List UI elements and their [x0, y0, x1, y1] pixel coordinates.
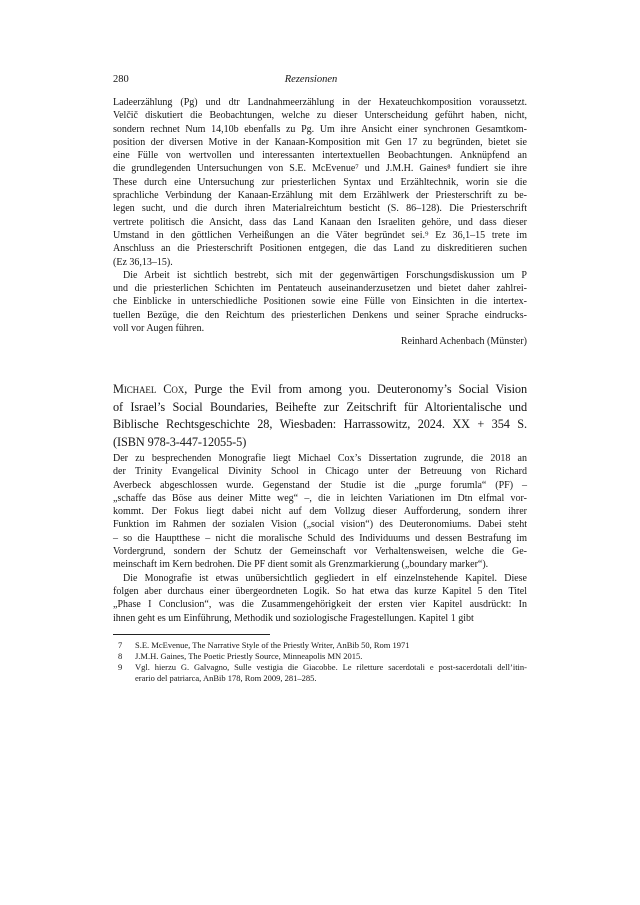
- footnotes: [113, 640, 527, 684]
- text-line: Ladeerzählung (Pg) und dtr Landnahmeerzählung in der Hexateuchkomposition voraussetzt.: [113, 97, 527, 108]
- footnote-item: [113, 651, 527, 662]
- review-1: [113, 96, 527, 349]
- footnote-number: 7: [118, 640, 123, 650]
- footnote-separator: [113, 634, 270, 635]
- text-line: Anschluss an die Priesterschrift Positionen entgegen, die das Land zu diskreditieren suchen: [113, 243, 527, 255]
- review-author: Michael Cox: [113, 382, 185, 396]
- review1-paragraph-2: [113, 269, 527, 335]
- text-line: S.E. McEvenue, The Narrative Style of the Priestly Writer, AnBib 50, Rom 1971: [135, 640, 410, 650]
- running-head: [113, 74, 527, 88]
- text-line: Der zu besprechenden Monografie liegt Michael Cox’s Dissertation zugrunde, die 2018 an: [113, 453, 527, 464]
- text-line: Vordergrund, sondern der Schutz der Gemeinschaft vor Verhaltensweisen, welche die Ge-: [113, 546, 527, 558]
- review2-heading-rest: [113, 399, 527, 452]
- text-line: die grundlegenden Untersuchungen von S.E. McEvenue⁷ und J.M.H. Gaines⁸ fundiert sie ihre: [113, 163, 527, 175]
- running-head-title: Rezensionen: [284, 74, 338, 85]
- text-line: tuellen Bezüge, die den Reichtum des priesterlichen Denkens und seiner Sprache eindrucks-: [113, 309, 527, 321]
- text-line: „Phase I Conclusion“, was die Zusammengehörigkeit der ersten vier Kapitel ausdrückt: In: [113, 599, 527, 611]
- text-line: Die Monografie ist etwas unübersichtlich gegliedert in elf einzelnstehende Kapitel. Diese: [123, 572, 527, 584]
- footnote-item: [113, 640, 527, 651]
- text-line: (Ez 36,13–15).: [113, 256, 173, 268]
- review2-paragraph-1: [113, 452, 527, 572]
- text-line: legen sucht, und die durch ihren Materialreichtum besticht (S. 86–128). Die Priesterschrift: [113, 203, 527, 215]
- text-line: ihnen geht es um Einführung, Methodik und soziologische Fragestellungen. Kapitel 1 gibt: [113, 612, 474, 624]
- text-line: Averbeck abgeschlossen wurde. Gegenstand der Studie ist die „purge forumla“ (PF) –: [113, 479, 527, 491]
- text-line: und die priesterlichen Schichten im Pentateuch auseinanderzusetzen und bietet daher zahlrei-: [113, 283, 527, 295]
- text-line: sprachliche Verbindung der Kanaan-Erzählung mit dem Erzählwerk der Priesterschrift zu be-: [113, 190, 527, 202]
- text-line: position der diversen Motive in der Kanaan-Komposition mit Gen 17 zu begründen, bietet sie: [113, 136, 527, 148]
- reviewer-signature: Reinhard Achenbach (Münster): [400, 336, 527, 348]
- text-line: (ISBN 978-3-447-12055-5): [113, 434, 247, 449]
- footnote-item: [113, 662, 527, 684]
- text-line: of Israel’s Social Boundaries, Beihefte zur Zeitschrift für Altorientalische und: [113, 399, 527, 414]
- text-line: Vgl. hierzu G. Galvagno, Sulle vestigia die Giacobbe. Le riletture sacerdotali e post-sacerdotali dell’itin-: [135, 662, 527, 672]
- text-line: sondern rechnet Num 14,10b ebenfalls zu Pg. Um ihre Ansicht einer synchronen Gesamtkom-: [113, 123, 527, 135]
- text-line: – so die Hauptthese – nicht die moralische Schuld des Individuums und dessen Bestrafung im: [113, 532, 527, 544]
- footnote-text: [135, 651, 527, 662]
- footnote-text: [135, 640, 527, 651]
- text-line: Funktion im Rahmen der sozialen Vision („social vision“) des Deuteronomiums. Dabei steht: [113, 519, 527, 531]
- review2-heading: [113, 381, 527, 451]
- footnote-text: [135, 662, 527, 684]
- review2-title-text: , Purge the Evil from among you. Deuteronomy’s Social Vision: [184, 382, 527, 396]
- text-line: eine Fülle von wertvollen und interessanten intertextuellen Beobachtungen. Anknüpfend an: [113, 150, 527, 162]
- text-line: der Trinity Evangelical Divinity School in Chicago unter der Betreuung von Richard: [113, 466, 527, 478]
- text-line: Die Arbeit ist sichtlich bestrebt, sich mit der gegenwärtigen Forschungsdiskussion um P: [123, 269, 527, 281]
- review-2-body: [113, 452, 527, 625]
- text-line: che Einblicke in unterschiedliche Positionen sowie eine Fülle von Einsichten in die intertex-: [113, 296, 527, 308]
- text-line: J.M.H. Gaines, The Poetic Priestly Source, Minneapolis MN 2015.: [135, 651, 363, 661]
- text-line: meinschaft im Kern bedrohen. Die PF dient somit als Grenzmarkierung („boundary marker“).: [113, 559, 489, 571]
- text-line: These durch eine Untersuchung zur priesterlichen Syntax und Erzähltechnik, worin sie die: [113, 176, 527, 188]
- text-line: Velčič diskutiert die Beobachtungen, welche zu dieser Unterscheidung geführt haben, nicht,: [113, 110, 527, 122]
- text-line: voll vor Augen führen.: [113, 323, 205, 335]
- page-number: 280: [113, 74, 129, 85]
- review1-paragraph-1: [113, 96, 527, 269]
- footnote-number: 8: [118, 651, 123, 661]
- text-line: kommt. Der Fokus liegt dabei nicht auf dem Vollzug dieser Aufforderung, sondern ihrer: [113, 506, 527, 518]
- review2-paragraph-2: [113, 572, 527, 625]
- footnote-number: 9: [118, 662, 123, 672]
- text-line: vertrete politisch die Ansicht, dass das Land Kanaan den Israeliten gehöre, und dass dieser: [113, 216, 527, 228]
- text-line: erario del patriarca, AnBib 178, Rom 2009, 281–285.: [135, 673, 317, 683]
- text-line: folgen aber durchaus einer übergeordneten Logik. So hat etwa das kurze Kapitel 5 den Titel: [113, 585, 527, 597]
- text-line: „schaffe das Böse aus deiner Mitte weg“ –, die in leichten Variationen im Dtn elfmal vor-: [113, 492, 527, 504]
- review2-heading-line1: [113, 381, 527, 399]
- text-line: Biblische Rechtsgeschichte 28, Wiesbaden: Harrassowitz, 2024. XX + 354 S.: [113, 417, 527, 431]
- text-line: Umstand in den göttlichen Verheißungen an die Väter begründet sei.⁹ Ez 36,1–15 trete im: [113, 229, 527, 241]
